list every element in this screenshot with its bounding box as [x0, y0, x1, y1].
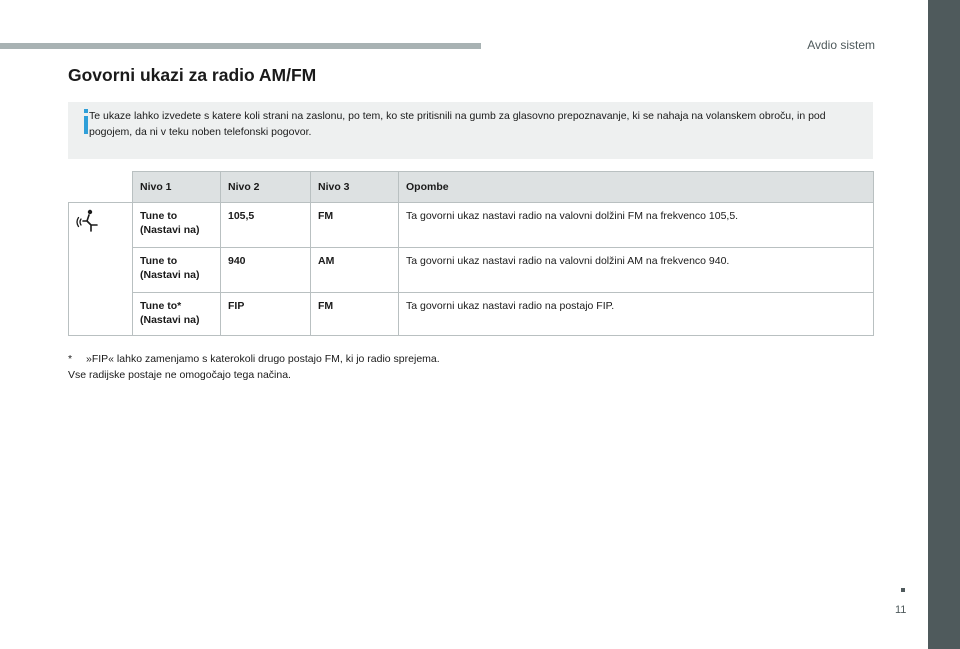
cell-level-2: FIP — [221, 293, 311, 336]
cell-level-2: 105,5 — [221, 203, 311, 248]
table-header-row — [69, 172, 874, 203]
page-marker — [901, 588, 905, 592]
footnote-line-1: »FIP« lahko zamenjamo s katerokoli drugo postajo FM, ki jo radio sprejema. — [86, 353, 440, 365]
table-row — [69, 203, 874, 248]
section-label: Avdio sistem — [807, 38, 875, 52]
voice-command-icon — [76, 209, 102, 233]
table-header-opombe: Opombe — [399, 172, 874, 203]
voice-command-table — [68, 171, 874, 336]
table-row — [69, 293, 874, 336]
footnote — [68, 351, 768, 383]
page-title: Govorni ukazi za radio AM/FM — [68, 65, 317, 85]
cell-level-2: 940 — [221, 248, 311, 293]
cell-level-3: AM — [311, 248, 399, 293]
cell-level-1: Tune to (Nastavi na) — [133, 203, 221, 248]
table-row — [69, 248, 874, 293]
table-header-nivo-2: Nivo 2 — [221, 172, 311, 203]
cell-note: Ta govorni ukaz nastavi radio na valovni dolžini FM na frekvenco 105,5. — [399, 203, 874, 248]
header-rule — [0, 43, 481, 49]
info-box — [68, 102, 873, 159]
footnote-line-2: Vse radijske postaje ne omogočajo tega načina. — [68, 369, 291, 381]
icon-cell — [69, 203, 133, 336]
cell-level-3: FM — [311, 293, 399, 336]
cell-level-1: Tune to* (Nastavi na) — [133, 293, 221, 336]
table-header-nivo-1: Nivo 1 — [133, 172, 221, 203]
cell-level-3: FM — [311, 203, 399, 248]
cell-level-1: Tune to (Nastavi na) — [133, 248, 221, 293]
footnote-marker: * — [68, 353, 73, 365]
side-band — [928, 0, 960, 649]
page-number: 11 — [895, 604, 907, 616]
table-header-blank — [69, 172, 133, 203]
cell-note: Ta govorni ukaz nastavi radio na valovni dolžini AM na frekvenco 940. — [399, 248, 874, 293]
table-header-nivo-3: Nivo 3 — [311, 172, 399, 203]
cell-note: Ta govorni ukaz nastavi radio na postajo FIP. — [399, 293, 874, 336]
info-text: Te ukaze lahko izvedete s katere koli strani na zaslonu, po tem, ko ste pritisnili na gumb za glasovno prepoznavanje, ki se nahaja na volanskem obroču, in pod pogojem, da ni v teku noben telefonski pogovor. — [89, 110, 826, 138]
